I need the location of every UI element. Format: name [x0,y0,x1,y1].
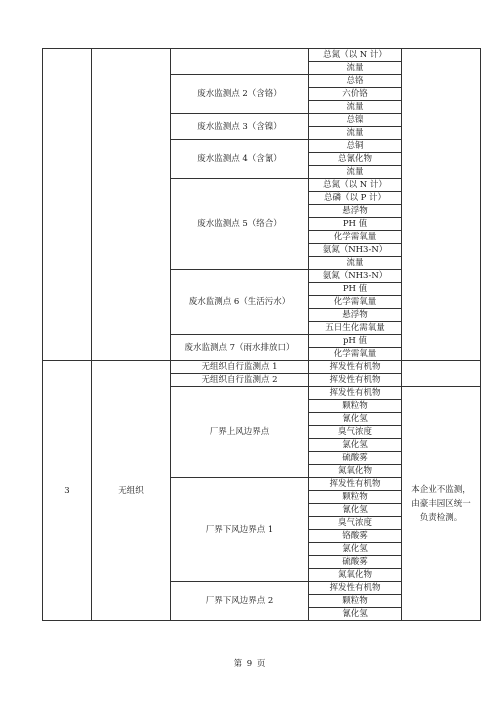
indicator-cell: 挥发性有机物 [309,478,402,491]
monitoring-point-cell: 废水监测点 6（生活污水） [171,270,309,335]
indicator-cell: 氰化氢 [309,413,402,426]
monitoring-point-cell: 无组织自行监测点 2 [171,374,309,387]
indicator-cell: 臭气浓度 [309,426,402,439]
indicator-cell: 氰化氢 [309,504,402,517]
indicator-cell: 氮氧化物 [309,569,402,582]
indicator-cell: 流量 [309,127,402,140]
monitoring-point-cell: 厂界下风边界点 2 [171,582,309,621]
indicator-cell: 总氰化物 [309,153,402,166]
indicator-cell: 流量 [309,62,402,75]
pollutant-type-cell [92,49,171,361]
row-number-cell [43,49,92,361]
indicator-cell: 化学需氧量 [309,231,402,244]
indicator-cell: 化学需氧量 [309,348,402,361]
indicator-cell: 铬酸雾 [309,530,402,543]
monitoring-point-cell: 无组织自行监测点 1 [171,361,309,374]
indicator-cell: 氯化氢 [309,439,402,452]
monitoring-point-cell: 废水监测点 2（含铬） [171,75,309,114]
indicator-cell: 总铬 [309,75,402,88]
page-number: 第 9 页 [233,659,267,669]
monitoring-point-cell: 废水监测点 3（含镍） [171,114,309,140]
indicator-cell: PH 值 [309,218,402,231]
indicator-cell: 流量 [309,166,402,179]
row-number-cell: 3 [43,361,92,621]
note-cell: 本企业不监测，由豪丰园区统一负责检测。 [402,387,481,621]
indicator-cell: 总铜 [309,140,402,153]
indicator-cell: PH 值 [309,283,402,296]
indicator-cell: 硫酸雾 [309,452,402,465]
indicator-cell: 总氮（以 N 计） [309,49,402,62]
indicator-cell: 悬浮物 [309,205,402,218]
monitoring-point-cell [171,49,309,75]
indicator-cell: 氨氮（NH3-N） [309,270,402,283]
indicator-cell: 氨氮（NH3-N） [309,244,402,257]
monitoring-table [42,48,481,621]
monitoring-point-cell: 废水监测点 4（含氰） [171,140,309,179]
indicator-cell: 五日生化需氧量 [309,322,402,335]
indicator-cell: 挥发性有机物 [309,387,402,400]
indicator-cell: 流量 [309,257,402,270]
monitoring-point-cell: 废水监测点 5（络合） [171,179,309,270]
monitoring-point-cell: 厂界上风边界点 [171,387,309,478]
indicator-cell: 颗粒物 [309,595,402,608]
indicator-cell: 颗粒物 [309,400,402,413]
indicator-cell: 挥发性有机物 [309,374,402,387]
monitoring-point-cell: 废水监测点 7（雨水排放口） [171,335,309,361]
note-cell [402,361,481,387]
indicator-cell: 总磷（以 P 计） [309,192,402,205]
monitoring-point-cell: 厂界下风边界点 1 [171,478,309,582]
indicator-cell: 总镍 [309,114,402,127]
indicator-cell: 悬浮物 [309,309,402,322]
indicator-cell: 臭气浓度 [309,517,402,530]
indicator-cell: 挥发性有机物 [309,582,402,595]
indicator-cell: pH 值 [309,335,402,348]
indicator-cell: 颗粒物 [309,491,402,504]
indicator-cell: 硫酸雾 [309,556,402,569]
indicator-cell: 总氮（以 N 计） [309,179,402,192]
indicator-cell: 氰化氢 [309,608,402,621]
indicator-cell: 流量 [309,101,402,114]
note-cell [402,49,481,361]
indicator-cell: 氮氧化物 [309,465,402,478]
indicator-cell: 挥发性有机物 [309,361,402,374]
indicator-cell: 氯化氢 [309,543,402,556]
pollutant-type-cell: 无组织 [92,361,171,621]
indicator-cell: 化学需氧量 [309,296,402,309]
indicator-cell: 六价铬 [309,88,402,101]
